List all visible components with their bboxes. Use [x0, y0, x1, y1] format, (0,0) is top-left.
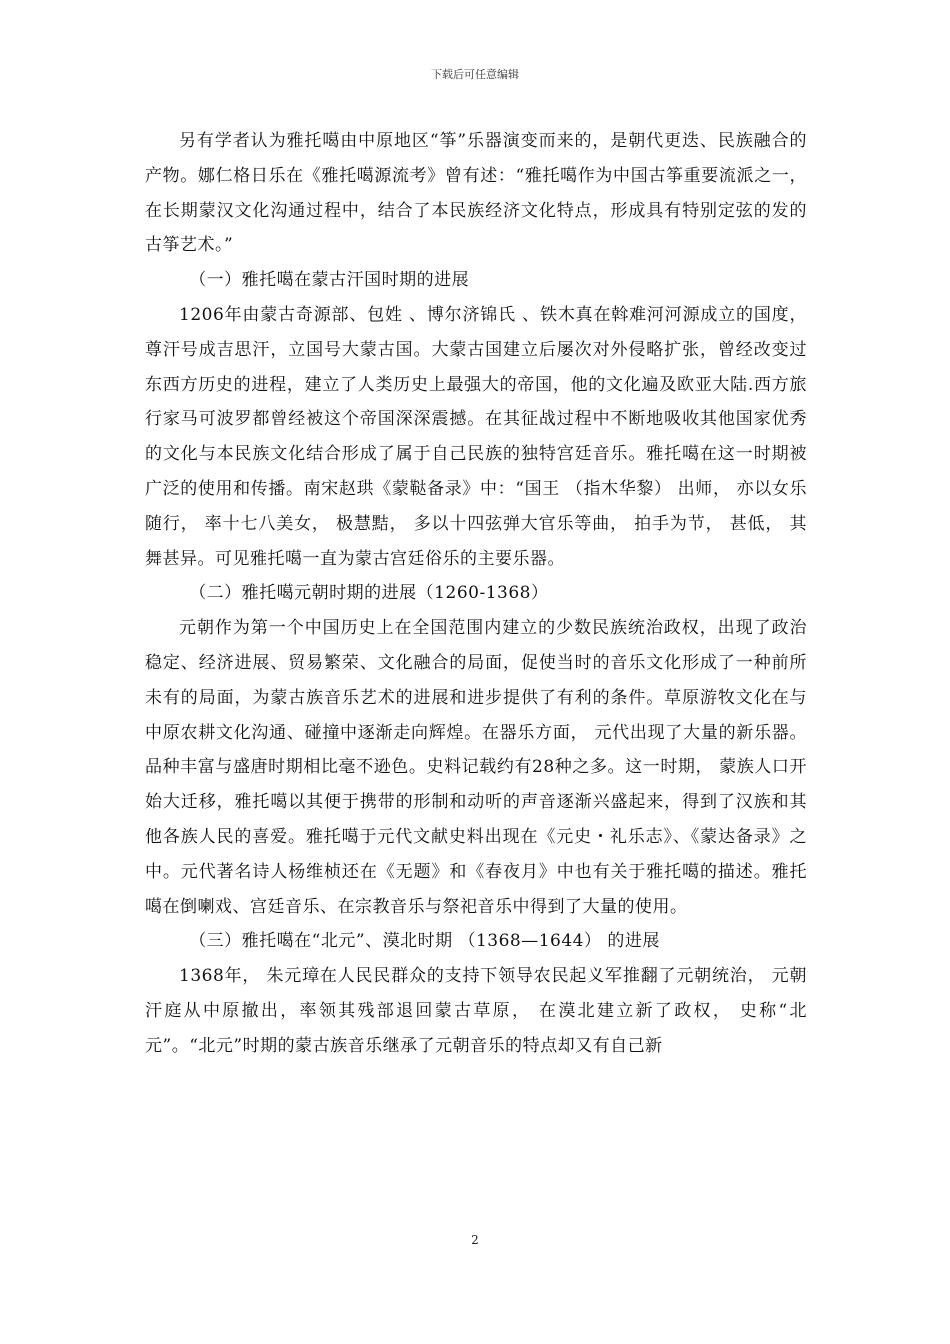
- paragraph-yuan-dynasty: 元朝作为第一个中国历史上在全国范围内建立的少数民族统治政权，出现了政治稳定、经济进展、贸易繁荣、文化融合的局面，促使当时的音乐文化形成了一种前所未有的局面，为蒙古族音乐艺术的进展和进步提供了有利的条件。草原游牧文化在与中原农耕文化沟通、碰撞中逐渐走向辉煌。在器乐方面， 元代出现了大量的新乐器。品种丰富与盛唐时期相比毫不逊色。史料记载约有28种之多。这一时期， 蒙族人口开始大迁移，雅托噶以其便于携带的形制和动听的声音逐渐兴盛起来，得到了汉族和其他各族人民的喜爱。雅托噶于元代文献史料出现在《元史・礼乐志》、《蒙达备录》之中。元代著名诗人杨维桢还在《无题》和《春夜月》中也有关于雅托噶的描述。雅托噶在倒喇戏、宫廷音乐、在宗教音乐与祭祀音乐中得到了大量的使用。: [145, 618, 807, 917]
- section-heading-northern-yuan: （三）雅托噶在“北元”、漠北时期 （1368—1644） 的进展: [189, 931, 660, 952]
- section-heading-mongol-khanate: （一）雅托噶在蒙古汗国时期的进展: [189, 270, 470, 291]
- page-header: 下载后可任意编辑: [431, 68, 519, 81]
- paragraph-northern-yuan: 1368年， 朱元璋在人民民群众的支持下领导农民起义军推翻了元朝统治， 元朝汗庭从中原撤出，率领其残部退回蒙古草原， 在漠北建立新了政权， 史称“北元”。“北元”时期的蒙古族音乐继承了元朝音乐的特点却又有自己新: [145, 966, 807, 1056]
- document-body: [145, 124, 807, 1064]
- section-heading-yuan-dynasty: （二）雅托噶元朝时期的进展（1260-1368）: [189, 583, 549, 604]
- paragraph-origin-theory: 另有学者认为雅托噶由中原地区“筝”乐器演变而来的，是朝代更迭、民族融合的产物。娜仁格日乐在《雅托噶源流考》曾有述：“雅托噶作为中国古筝重要流派之一，在长期蒙汉文化沟通过程中，结合了本民族经济文化特点，形成具有特别定弦的发的古筝艺术。”: [145, 131, 807, 256]
- paragraph-mongol-khanate: 1206年由蒙古奇源部、包姓 、博尔济锦氏 、铁木真在斡难河河源成立的国度，尊汗号成吉思汗，立国号大蒙古国。大蒙古国建立后屡次对外侵略扩张，曾经改变过东西方历史的进程，建立了人类历史上最强大的帝国，他的文化遍及欧亚大陆.西方旅行家马可波罗都曾经被这个帝国深深震撼。在其征战过程中不断地吸收其他国家优秀的文化与本民族文化结合形成了属于自己民族的独特宫廷音乐。雅托噶在这一时期被广泛的使用和传播。南宋赵珙《蒙鞑备录》中：“国王 （指木华黎） 出师， 亦以女乐随行， 率十七八美女， 极慧黠， 多以十四弦弹大官乐等曲， 拍手为节， 甚低， 其舞甚异。可见雅托噶一直为蒙古宫廷俗乐的主要乐器。: [145, 304, 807, 569]
- page-number: 2: [471, 1233, 479, 1247]
